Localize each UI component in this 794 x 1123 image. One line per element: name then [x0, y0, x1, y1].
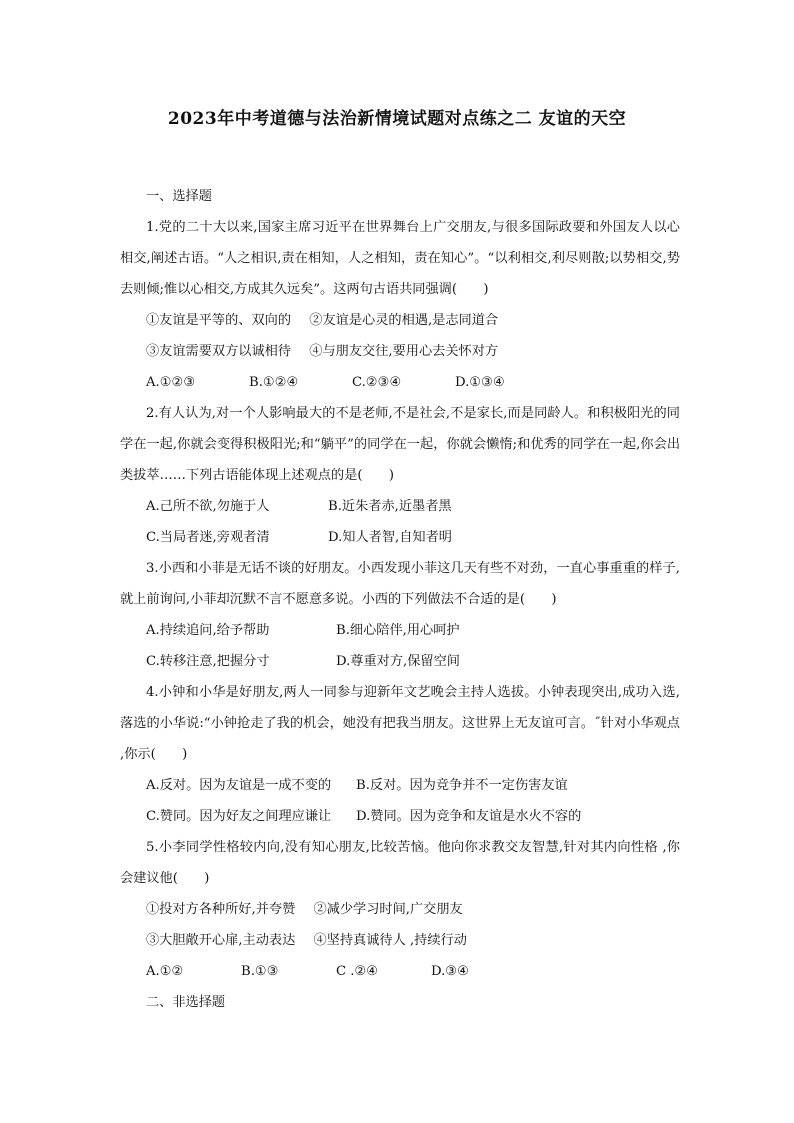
choice-d: D.③④ [431, 964, 469, 979]
question-4-choices-row-1 [120, 770, 680, 801]
question-5-items-row-1 [120, 894, 680, 925]
choice-c: C.赞同。因为好友之间理应谦让 [146, 809, 332, 824]
question-4-stem: 4.小钟和小华是好朋友,两人一同参与迎新年文艺晚会主持人选拔。小钟表现突出,成功入选,落选的小华说:“小钟抢走了我的机会，她没有把我当朋友。这世界上无友谊可言。˝针对小华观点 ,你示( ) [120, 685, 680, 762]
choice-a: A.①② [146, 964, 184, 979]
choice-d: D.赞同。因为竞争和友谊是水火不容的 [356, 809, 582, 824]
question-1-items-row-1 [120, 305, 680, 336]
choice-c: C.当局者迷,旁观者清 [146, 530, 270, 545]
choice-c: C.②③④ [352, 375, 402, 390]
question-5-item: ③大胆敞开心扉,主动表达 [146, 933, 296, 948]
section-heading-non-choice: 二、非选择题 [146, 995, 226, 1010]
question-2-choices-row-2 [120, 522, 680, 553]
question-1-item: ①友谊是平等的、双向的 [146, 313, 292, 328]
choice-d: D.①③④ [455, 375, 505, 390]
question-5-stem: 5.小李同学性格较内向,没有知心朋友,比较苦恼。他向你求教交友智慧,针对其内向性格 ,你会建议他( ) [120, 840, 680, 886]
question-5-item: ②减少学习时间,广交朋友 [313, 902, 463, 917]
question-5-choices [120, 956, 680, 987]
question-5-item: ①投对方各种所好,并夸赞 [146, 902, 296, 917]
question-4-choices-row-2 [120, 801, 680, 832]
choice-b: B.①③ [241, 964, 279, 979]
question-1-choices [120, 367, 680, 398]
question-1-item: ②友谊是心灵的相遇,是志同道合 [309, 313, 499, 328]
choice-a: A.持续追问,给予帮助 [146, 623, 270, 638]
choice-c: C .②④ [336, 964, 379, 979]
choice-b: B.反对。因为竞争并不一定伤害友谊 [356, 778, 568, 793]
question-2-stem: 2.有人认为,对一个人影响最大的不是老师,不是社会,不是家长,而是同龄人。和积极阳光的同学在一起,你就会变得积极阳光;和“躺平”的同学在一起，你就会懒惰;和优秀的同学在一起,你会出类拔萃……下列古语能体现上述观点的是( ) [120, 406, 680, 483]
question-3-choices-row-1 [120, 615, 680, 646]
document-title: 2023年中考道德与法治新情境试题对点练之二 友谊的天空 [167, 109, 627, 129]
question-1-item: ③友谊需要双方以诚相待 [146, 344, 292, 359]
question-2-choices-row-1 [120, 491, 680, 522]
choice-b: B.细心陪伴,用心呵护 [336, 623, 460, 638]
question-5-item: ④坚持真诚待人 ,持续行动 [313, 933, 467, 948]
choice-a: A.反对。因为友谊是一成不变的 [146, 778, 332, 793]
document-body [120, 181, 680, 1018]
question-1-item: ④与朋友交往,要用心去关怀对方 [309, 344, 499, 359]
question-3-stem: 3.小西和小菲是无话不谈的好朋友。小西发现小菲这几天有些不对劲，一直心事重重的样子,就上前询问,小菲却沉默不言不愿意多说。小西的下列做法不合适的是( ) [120, 561, 680, 607]
question-1-items-row-2 [120, 336, 680, 367]
choice-b: B.①②④ [249, 375, 299, 390]
choice-a: A.①②③ [146, 375, 196, 390]
question-1-stem: 1.党的二十大以来,国家主席习近平在世界舞台上广交朋友,与很多国际政要和外国友人以心相交,阐述古语。“人之相识,责在相知，人之相知，责在知心”。“以利相交,利尽则散;以势相交,势去则倾;惟以心相交,方成其久远矣”。这两句古语共同强调( ) [120, 220, 680, 297]
choice-d: D.知人者智,自知者明 [328, 530, 452, 545]
choice-a: A.己所不欲,勿施于人 [146, 499, 270, 514]
choice-d: D.尊重对方,保留空间 [336, 654, 460, 669]
question-5-items-row-2 [120, 925, 680, 956]
choice-b: B.近朱者赤,近墨者黑 [328, 499, 452, 514]
question-3-choices-row-2 [120, 646, 680, 677]
choice-c: C.转移注意,把握分寸 [146, 654, 270, 669]
section-heading-choice: 一、选择题 [146, 189, 212, 204]
